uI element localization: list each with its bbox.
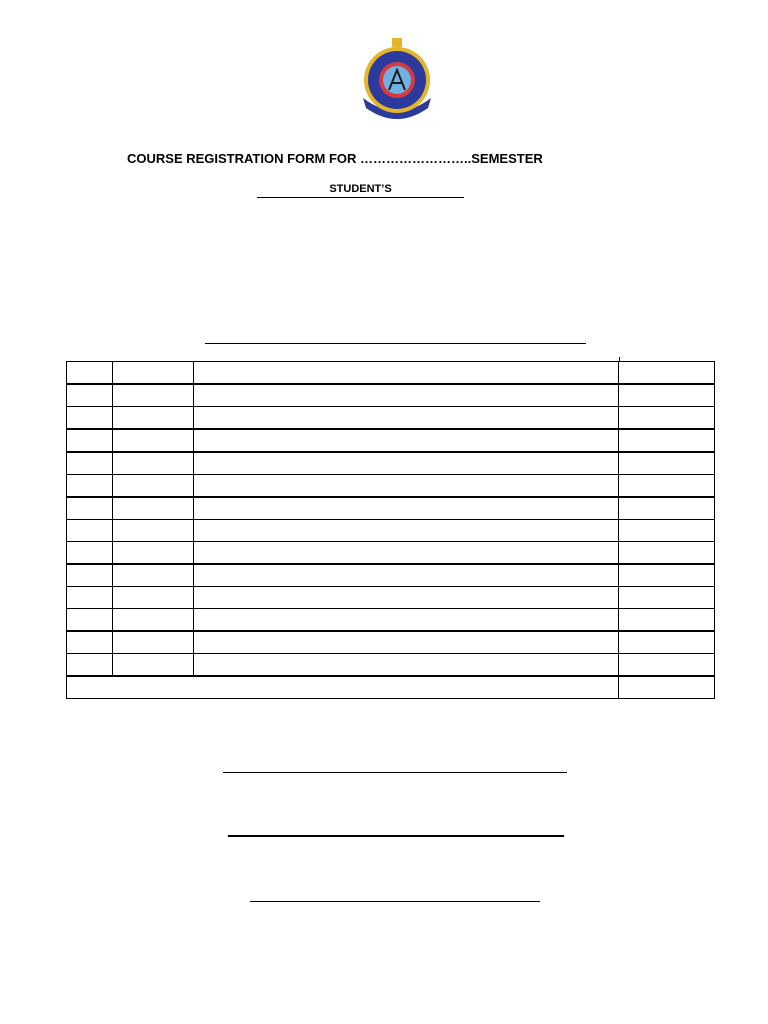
table-cell[interactable] <box>194 429 619 452</box>
table-cell[interactable] <box>618 362 714 385</box>
table-row <box>67 475 715 498</box>
table-row <box>67 520 715 542</box>
table-cell[interactable] <box>67 475 113 498</box>
table-cell[interactable] <box>194 497 619 520</box>
table-cell[interactable] <box>67 520 113 542</box>
table-cell[interactable] <box>194 362 619 385</box>
crest-top-ornament <box>392 38 402 47</box>
table-row <box>67 384 715 407</box>
table-row <box>67 654 715 677</box>
table-cell[interactable] <box>194 520 619 542</box>
table-cell[interactable] <box>113 362 194 385</box>
table-cell[interactable] <box>113 429 194 452</box>
table-cell[interactable] <box>113 520 194 542</box>
table-cell[interactable] <box>618 609 714 632</box>
table-row <box>67 609 715 632</box>
table-cell[interactable] <box>113 542 194 565</box>
table-cell[interactable] <box>618 429 714 452</box>
signature-line-3[interactable] <box>250 901 540 902</box>
table-cell[interactable] <box>618 654 714 677</box>
table-cell[interactable] <box>618 631 714 654</box>
table-cell[interactable] <box>113 587 194 609</box>
table-cell[interactable] <box>618 587 714 609</box>
table-cell[interactable] <box>113 475 194 498</box>
table-cell[interactable] <box>618 475 714 498</box>
table-cell[interactable] <box>618 520 714 542</box>
table-cell[interactable] <box>194 609 619 632</box>
total-value-cell[interactable] <box>618 676 714 699</box>
table-cell[interactable] <box>113 654 194 677</box>
table-row <box>67 362 715 385</box>
table-cell[interactable] <box>194 542 619 565</box>
table-cell[interactable] <box>194 475 619 498</box>
signature-line-1[interactable] <box>223 772 567 773</box>
table-cell[interactable] <box>67 362 113 385</box>
form-title: COURSE REGISTRATION FORM FOR ……………………..SEMESTER <box>127 151 543 166</box>
table-row <box>67 452 715 475</box>
form-subtitle: STUDENT’S <box>257 183 464 198</box>
table-row <box>67 631 715 654</box>
header-divider-line <box>205 343 586 344</box>
table-cell[interactable] <box>194 564 619 587</box>
course-registration-table <box>66 361 715 699</box>
table-cell[interactable] <box>113 564 194 587</box>
table-cell[interactable] <box>67 587 113 609</box>
table-cell[interactable] <box>67 452 113 475</box>
table-cell[interactable] <box>67 609 113 632</box>
table-cell[interactable] <box>618 542 714 565</box>
table-cell[interactable] <box>113 407 194 430</box>
table-total-row <box>67 676 715 699</box>
table-row <box>67 564 715 587</box>
table-cell[interactable] <box>113 631 194 654</box>
table-cell[interactable] <box>618 407 714 430</box>
table-row <box>67 407 715 430</box>
table-cell[interactable] <box>194 384 619 407</box>
institution-crest-logo <box>358 36 436 122</box>
table-cell[interactable] <box>194 407 619 430</box>
table-cell[interactable] <box>67 631 113 654</box>
table-cell[interactable] <box>618 497 714 520</box>
table-cell[interactable] <box>194 631 619 654</box>
table-cell[interactable] <box>194 452 619 475</box>
table-cell[interactable] <box>67 384 113 407</box>
table-cell[interactable] <box>67 542 113 565</box>
table-cell[interactable] <box>113 452 194 475</box>
table-cell[interactable] <box>113 609 194 632</box>
table-cell[interactable] <box>67 654 113 677</box>
signature-line-2[interactable] <box>228 835 564 837</box>
table-row <box>67 587 715 609</box>
table-row <box>67 429 715 452</box>
table-row <box>67 542 715 565</box>
table-cell[interactable] <box>113 384 194 407</box>
table-row <box>67 497 715 520</box>
table-cell[interactable] <box>67 564 113 587</box>
table-cell[interactable] <box>618 452 714 475</box>
table-cell[interactable] <box>194 654 619 677</box>
table-cell[interactable] <box>67 407 113 430</box>
table-cell[interactable] <box>618 384 714 407</box>
table-cell[interactable] <box>67 497 113 520</box>
table-cell[interactable] <box>113 497 194 520</box>
total-label-cell[interactable] <box>67 676 619 699</box>
table-cell[interactable] <box>618 564 714 587</box>
table-cell[interactable] <box>67 429 113 452</box>
table-cell[interactable] <box>194 587 619 609</box>
